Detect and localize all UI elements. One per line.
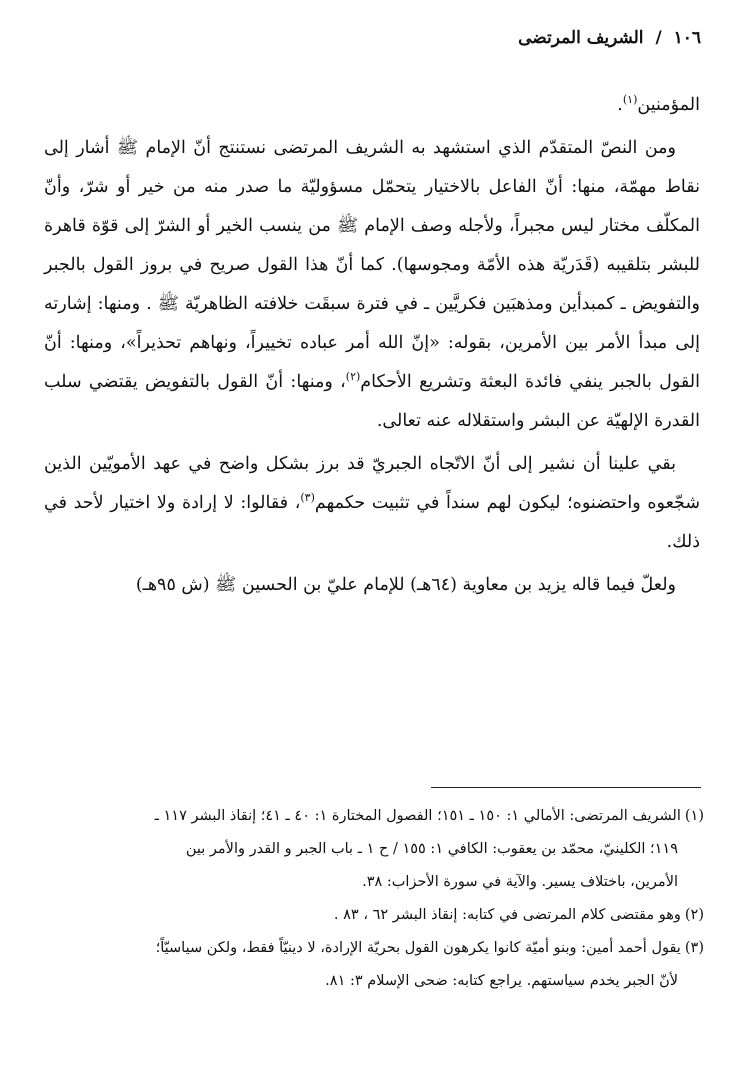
footnote-1-continuation — [44, 833, 704, 866]
footnote-ref-2[interactable]: (٢) — [345, 370, 361, 384]
paragraph-2-end: ، فقالوا: لا إرادة ولا اختيار لأحد في ذلك. — [44, 493, 700, 552]
paragraph-1-text: ومن النصّ المتقدّم الذي استشهد به الشريف المرتضى نستنتج أنّ الإمام ﷺ أشار إلى نقاط مهمّة، منها: أنّ الفاعل بالاختيار يتحمّل مسؤوليّة ما صدر منه من خير أو شرّ، وأنّ المكلّف مختار ليس مجبراً، ولأجله وصف الإمام ﷺ من ينسب الخير أو الشرّ إلى قوّة قاهرة للبشر بتلقيبه (قَدَريّة هذه الأمّة ومجوسها). كما أنّ هذا القول صريح في بروز القول بالجبر والتفويض ـ كمبدأين ومذهبَين فكريَّين ـ في فترة سبقَت خلافته الظاهريّة ﷺ . ومنها: إشارته إلى مبدأ الأمر بين الأمرين، بقوله: «إنّ الله أمر عباده تخييراً، ونهاهم تحذيراً»، ومنها: أنّ القول بالجبر ينفي فائدة البعثة وتشريع الأحكام — [44, 138, 700, 392]
footnote-divider — [431, 787, 701, 788]
paragraph-1 — [44, 129, 700, 441]
footnote-1-line3: الأمرين، باختلاف يسير. والآية في سورة الأحزاب: ٣٨. — [362, 874, 678, 890]
paragraph-0 — [44, 86, 700, 125]
footnote-2-number: (٢) — [684, 907, 704, 923]
footnote-3 — [44, 932, 704, 965]
header-separator: / — [655, 28, 662, 48]
paragraph-2-text: بقي علينا أن نشير إلى أنّ الاتّجاه الجبريّ قد برز بشكل واضح في عهد الأمويّين الذين شجّعوه واحتضنوه؛ ليكون لهم سنداً في تثبيت حكمهم — [44, 454, 701, 513]
footnote-1-continuation-2 — [44, 866, 704, 899]
footnote-2-text: وهو مقتضى كلام المرتضى في كتابه: إنقاذ البشر ٦٢ ، ٨٣ . — [333, 907, 681, 923]
footnote-3-continuation — [44, 965, 704, 998]
book-title: الشريف المرتضى — [518, 28, 644, 48]
main-text — [44, 86, 700, 609]
footnote-ref-3[interactable]: (٣) — [300, 491, 315, 505]
page-number: ١٠٦ — [673, 28, 701, 48]
footnote-3-line1: يقول أحمد أمين: وبنو أميّة كانوا يكرهون القول بحريّة الإرادة، لا دينيّاً فقط، ولكن سياسيّاً؛ — [155, 940, 681, 956]
paragraph-3-text: ولعلّ فيما قاله يزيد بن معاوية (٦٤هـ) للإمام عليّ بن الحسين ﷺ (ش ٩٥هـ) — [135, 575, 676, 595]
footnote-2 — [44, 899, 704, 932]
footnote-1 — [44, 800, 704, 833]
footnote-1-line2: ١١٩؛ الكلينيّ، محمّد بن يعقوب: الكافي ١: ١٥٥ / ح ١ ـ باب الجبر و القدر والأمر بين — [185, 841, 678, 857]
paragraph-3 — [44, 566, 700, 605]
footnote-3-line2: لأنّ الجبر يخدم سياستهم. يراجع كتابه: ضحى الإسلام ٣: ٨١. — [325, 973, 678, 989]
footnote-1-line1: الشريف المرتضى: الأمالي ١: ١٥٠ ـ ١٥١؛ الفصول المختارة ١: ٤٠ ـ ٤١؛ إنقاذ البشر ١١٧ ـ — [154, 808, 681, 824]
footnote-3-number: (٣) — [684, 940, 704, 956]
page-header — [518, 28, 701, 48]
footnote-ref-1[interactable]: (١) — [622, 93, 638, 107]
paragraph-0-text: المؤمنين — [637, 95, 700, 115]
paragraph-2 — [44, 445, 700, 562]
footnotes — [44, 800, 704, 998]
paragraph-0-end: . — [617, 95, 623, 115]
footnote-1-number: (١) — [684, 808, 704, 824]
paragraph-1-end: ، ومنها: أنّ القول بالتفويض يقتضي سلب القدرة الإلهيّة عن البشر واستقلاله عنه تعالى. — [44, 372, 700, 431]
